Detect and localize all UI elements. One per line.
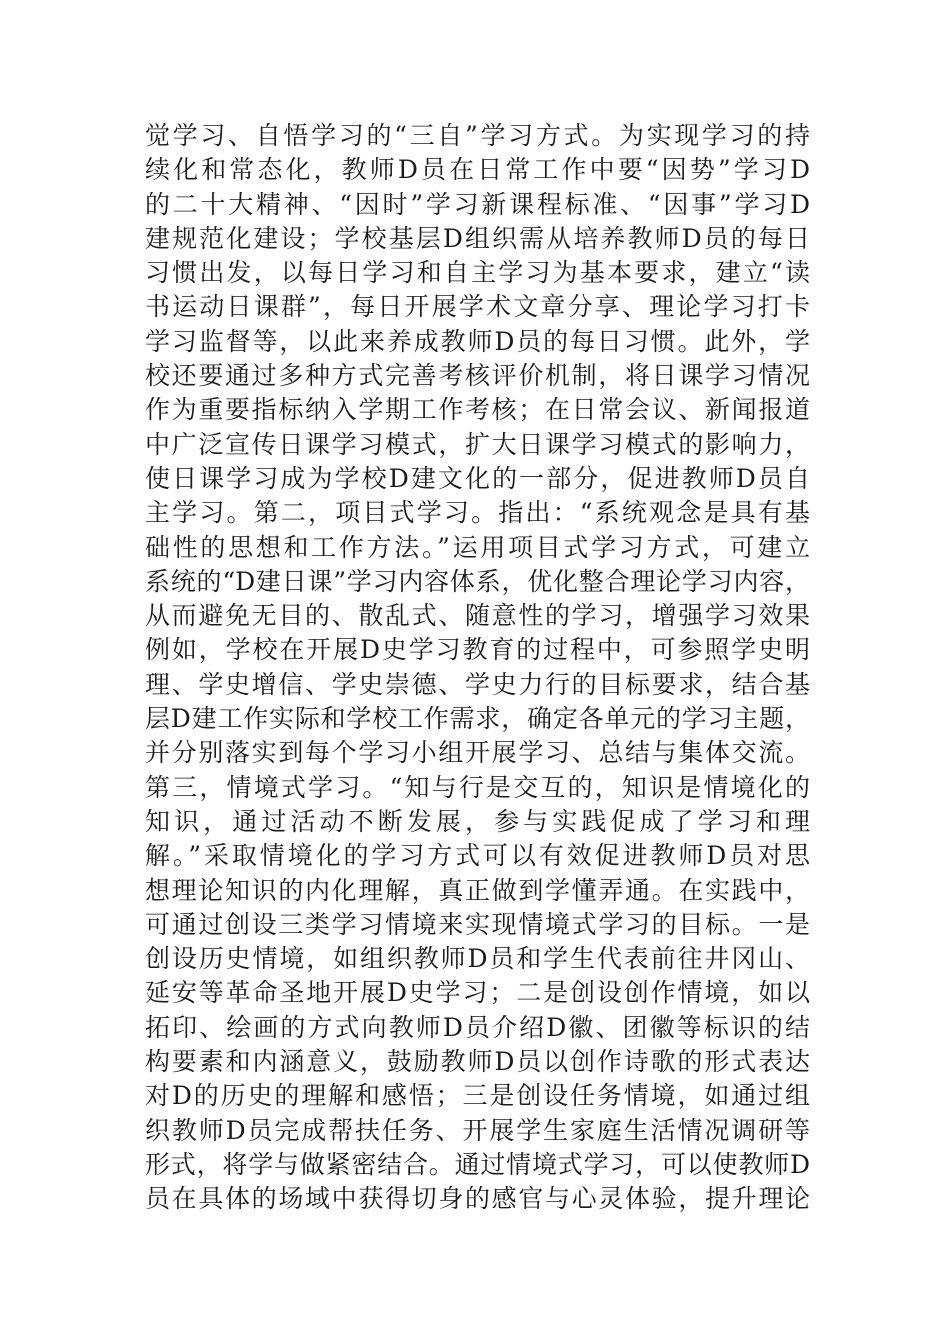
text-line: 拓印、绘画的方式向教师D员介绍D徽、团徽等标识的结 [145, 1012, 810, 1042]
text-line: 主学习。第二，项目式学习。指出：“系统观念是具有基 [145, 498, 810, 528]
text-line: 的二十大精神、“因时”学习新课程标准、“因事”学习D [145, 189, 810, 219]
text-line: 织教师D员完成帮扶任务、开展学生家庭生活情况调研等 [145, 1115, 810, 1145]
text-line: 校还要通过多种方式完善考核评价机制，将日课学习情况 [145, 361, 810, 391]
text-line: 可通过创设三类学习情境来实现情境式学习的目标。一是 [145, 909, 810, 939]
text-line: 觉学习、自悟学习的“三自”学习方式。为实现学习的持 [145, 121, 810, 150]
text-line: 续化和常态化，教师D员在日常工作中要“因势”学习D [145, 155, 810, 185]
text-line: 系统的“D建日课”学习内容体系，优化整合理论学习内容， [145, 566, 810, 596]
text-line: 员在具体的场域中获得切身的感官与心灵体验，提升理论 [145, 1184, 810, 1214]
text-line: 学习监督等，以此来养成教师D员的每日习惯。此外，学 [145, 326, 810, 356]
text-line: 例如，学校在开展D史学习教育的过程中，可参照学史明 [145, 635, 810, 665]
text-line: 第三，情境式学习。“知与行是交互的，知识是情境化的 [145, 772, 810, 802]
text-line: 想理论知识的内化理解，真正做到学懂弄通。在实践中， [145, 875, 810, 905]
text-line: 解。”采取情境化的学习方式可以有效促进教师D员对思 [145, 841, 810, 871]
text-line: 层D建工作实际和学校工作需求，确定各单元的学习主题， [145, 704, 810, 734]
text-line: 作为重要指标纳入学期工作考核；在日常会议、新闻报道 [145, 395, 810, 425]
text-line: 书运动日课群”，每日开展学术文章分享、理论学习打卡 [145, 292, 810, 322]
text-line: 使日课学习成为学校D建文化的一部分，促进教师D员自 [145, 463, 810, 493]
text-line: 从而避免无目的、散乱式、随意性的学习，增强学习效果 [145, 601, 810, 631]
text-line: 中广泛宣传日课学习模式，扩大日课学习模式的影响力， [145, 429, 810, 459]
text-line: 创设历史情境，如组织教师D员和学生代表前往井冈山、 [145, 944, 810, 974]
text-line: 延安等革命圣地开展D史学习；二是创设创作情境，如以 [145, 978, 810, 1008]
text-line: 础性的思想和工作方法。”运用项目式学习方式，可建立 [145, 532, 810, 562]
text-line: 理、学史增信、学史崇德、学史力行的目标要求，结合基 [145, 669, 810, 699]
body-text [145, 119, 810, 1217]
text-line: 对D的历史的理解和感悟；三是创设任务情境，如通过组 [145, 1081, 810, 1111]
text-line: 并分别落实到每个学习小组开展学习、总结与集体交流。 [145, 738, 810, 768]
text-line: 习惯出发，以每日学习和自主学习为基本要求，建立“读 [145, 258, 810, 288]
text-line: 构要素和内涵意义，鼓励教师D员以创作诗歌的形式表达 [145, 1047, 810, 1077]
text-line: 建规范化建设；学校基层D组织需从培养教师D员的每日 [145, 223, 810, 253]
text-line: 知识，通过活动不断发展，参与实践促成了学习和理 [145, 806, 810, 836]
text-line: 形式，将学与做紧密结合。通过情境式学习，可以使教师D [145, 1149, 810, 1179]
